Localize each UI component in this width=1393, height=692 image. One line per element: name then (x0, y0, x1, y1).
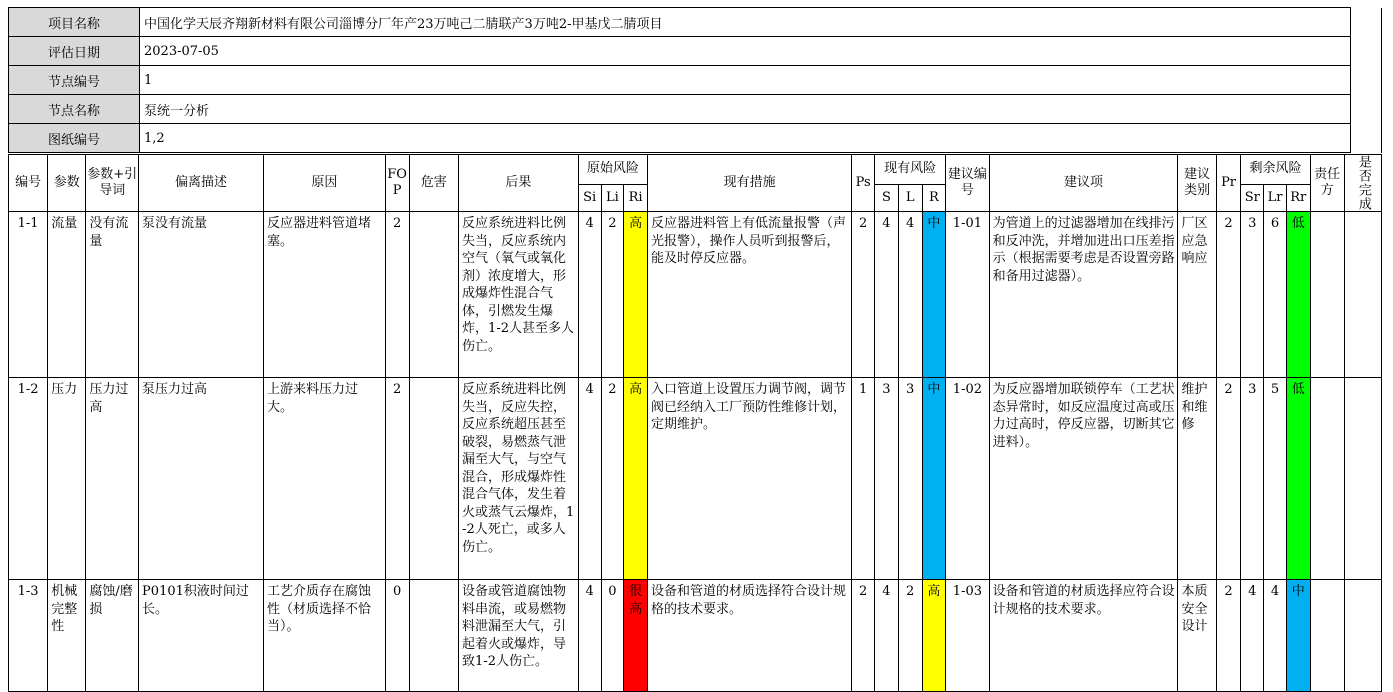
row-id: 1-1 (9, 212, 48, 378)
row-sr: 3 (1241, 212, 1264, 378)
row-owner (1310, 212, 1344, 378)
info-value: 2023-07-05 (140, 37, 1351, 66)
header-current-risk: 现有风险 (875, 155, 946, 185)
row-done (1344, 212, 1381, 378)
row-ps: 2 (852, 580, 875, 692)
header-hazard: 危害 (409, 155, 459, 212)
header-done (1344, 155, 1381, 212)
hazop-analysis-table (8, 154, 1382, 692)
header-pr: Pr (1216, 155, 1241, 212)
row-si: 4 (578, 212, 601, 378)
row-sr: 3 (1241, 378, 1264, 580)
info-label: 项目名称 (9, 8, 140, 37)
info-row-project-name (9, 8, 1382, 37)
row-rec-type: 本质安全设计 (1178, 580, 1216, 692)
info-row-node-name (9, 95, 1382, 124)
table-row (9, 580, 1382, 692)
row-recommendation: 为反应器增加联锁停车（工艺状态异常时，如反应温度过高或压力过高时，停反应器，切断其它进料）。 (989, 378, 1178, 580)
header-rec-type: 建议类别 (1178, 155, 1216, 212)
info-label: 节点名称 (9, 95, 140, 124)
row-rec-type: 厂区应急响应 (1178, 212, 1216, 378)
row-r: 中 (922, 378, 946, 580)
row-cause: 上游来料压力过大。 (263, 378, 385, 580)
row-deviation: 泵压力过高 (139, 378, 264, 580)
row-param: 机械完整性 (48, 580, 86, 692)
row-recommendation: 为管道上的过滤器增加在线排污和反冲洗，并增加进出口压差指示（根据需要考虑是否设置旁路和备用过滤器）。 (989, 212, 1178, 378)
header-done-text: 是否完成 (1355, 155, 1371, 211)
row-li: 0 (601, 580, 624, 692)
header-original-risk: 原始风险 (578, 155, 647, 185)
row-cause: 工艺介质存在腐蚀性（材质选择不恰当）。 (263, 580, 385, 692)
row-si: 4 (578, 378, 601, 580)
row-rr: 低 (1286, 212, 1310, 378)
row-lr: 5 (1264, 378, 1287, 580)
info-label: 评估日期 (9, 37, 140, 66)
row-owner (1310, 580, 1344, 692)
row-l: 4 (898, 212, 922, 378)
row-consequence: 反应系统进料比例失当，反应失控，反应系统超压甚至破裂，易燃蒸气泄漏至大气，与空气混合，形成爆炸性混合气体，发生着火或蒸气云爆炸，1-2人死亡，或多人伤亡。 (459, 378, 579, 580)
row-sr: 4 (1241, 580, 1264, 692)
row-owner (1310, 378, 1344, 580)
info-value: 中国化学天辰齐翔新材料有限公司淄博分厂年产23万吨己二腈联产3万吨2-甲基戊二腈项目 (140, 8, 1351, 37)
row-fop: 2 (385, 212, 409, 378)
header-param: 参数 (48, 155, 86, 212)
row-rec-no: 1-02 (946, 378, 989, 580)
header-r: R (922, 184, 946, 211)
row-ri: 高 (624, 212, 648, 378)
row-consequence: 设备或管道腐蚀物料串流，或易燃物料泄漏至大气，引起着火或爆炸，导致1-2人伤亡。 (459, 580, 579, 692)
row-guide: 没有流量 (86, 212, 139, 378)
info-row-node-id (9, 66, 1382, 95)
row-s: 4 (875, 212, 899, 378)
row-ps: 2 (852, 212, 875, 378)
header-cause: 原因 (263, 155, 385, 212)
info-row-drawing (9, 124, 1382, 153)
header-measures: 现有措施 (647, 155, 851, 212)
row-hazard (409, 378, 459, 580)
row-rec-no: 1-03 (946, 580, 989, 692)
header-guide: 参数+引导词 (86, 155, 139, 212)
header-ps: Ps (852, 155, 875, 212)
header-rec-no: 建议编号 (946, 155, 989, 212)
row-pr: 2 (1216, 212, 1241, 378)
row-rec-type: 维护和维修 (1178, 378, 1216, 580)
row-l: 2 (898, 580, 922, 692)
project-info-table (8, 7, 1382, 153)
row-fop: 2 (385, 378, 409, 580)
row-param: 压力 (48, 378, 86, 580)
header-rr: Rr (1286, 184, 1310, 211)
row-l: 3 (898, 378, 922, 580)
row-ri: 高 (624, 378, 648, 580)
row-param: 流量 (48, 212, 86, 378)
row-rr: 中 (1286, 580, 1310, 692)
row-done (1344, 580, 1381, 692)
header-s: S (875, 184, 899, 211)
info-value: 泵统一分析 (140, 95, 1351, 124)
header-ri: Ri (624, 184, 648, 211)
row-guide: 压力过高 (86, 378, 139, 580)
table-row (9, 212, 1382, 378)
row-rr: 低 (1286, 378, 1310, 580)
row-pr: 2 (1216, 378, 1241, 580)
header-lr: Lr (1264, 184, 1287, 211)
header-residual-risk: 剩余风险 (1241, 155, 1310, 185)
row-fop: 0 (385, 580, 409, 692)
row-deviation: P0101积液时间过长。 (139, 580, 264, 692)
header-sr: Sr (1241, 184, 1264, 211)
row-deviation: 泵没有流量 (139, 212, 264, 378)
row-measures: 入口管道上设置压力调节阀，调节阀已经纳入工厂预防性维修计划，定期维护。 (647, 378, 851, 580)
header-id: 编号 (9, 155, 48, 212)
row-r: 中 (922, 212, 946, 378)
header-consequence: 后果 (459, 155, 579, 212)
row-hazard (409, 580, 459, 692)
row-id: 1-3 (9, 580, 48, 692)
info-row-date (9, 37, 1382, 66)
row-li: 2 (601, 212, 624, 378)
table-row (9, 378, 1382, 580)
row-guide: 腐蚀/磨损 (86, 580, 139, 692)
row-si: 4 (578, 580, 601, 692)
row-s: 4 (875, 580, 899, 692)
row-hazard (409, 212, 459, 378)
row-measures: 反应器进料管上有低流量报警（声光报警），操作人员听到报警后，能及时停反应器。 (647, 212, 851, 378)
row-li: 2 (601, 378, 624, 580)
row-lr: 6 (1264, 212, 1287, 378)
row-r: 高 (922, 580, 946, 692)
row-ps: 1 (852, 378, 875, 580)
row-lr: 4 (1264, 580, 1287, 692)
row-s: 3 (875, 378, 899, 580)
row-pr: 2 (1216, 580, 1241, 692)
header-si: Si (578, 184, 601, 211)
row-rec-no: 1-01 (946, 212, 989, 378)
info-value: 1 (140, 66, 1351, 95)
row-ri: 很高 (624, 580, 648, 692)
header-fop: FOP (385, 155, 409, 212)
info-value: 1,2 (140, 124, 1351, 153)
row-done (1344, 378, 1381, 580)
row-measures: 设备和管道的材质选择符合设计规格的技术要求。 (647, 580, 851, 692)
header-recommendation: 建议项 (989, 155, 1178, 212)
info-label: 节点编号 (9, 66, 140, 95)
row-cause: 反应器进料管道堵塞。 (263, 212, 385, 378)
header-owner: 责任方 (1310, 155, 1344, 212)
row-consequence: 反应系统进料比例失当，反应系统内空气（氧气或氧化剂）浓度增大，形成爆炸性混合气体，引燃发生爆炸，1-2人甚至多人伤亡。 (459, 212, 579, 378)
header-deviation: 偏离描述 (139, 155, 264, 212)
header-l: L (898, 184, 922, 211)
row-recommendation: 设备和管道的材质选择应符合设计规格的技术要求。 (989, 580, 1178, 692)
info-label: 图纸编号 (9, 124, 140, 153)
header-li: Li (601, 184, 624, 211)
row-id: 1-2 (9, 378, 48, 580)
